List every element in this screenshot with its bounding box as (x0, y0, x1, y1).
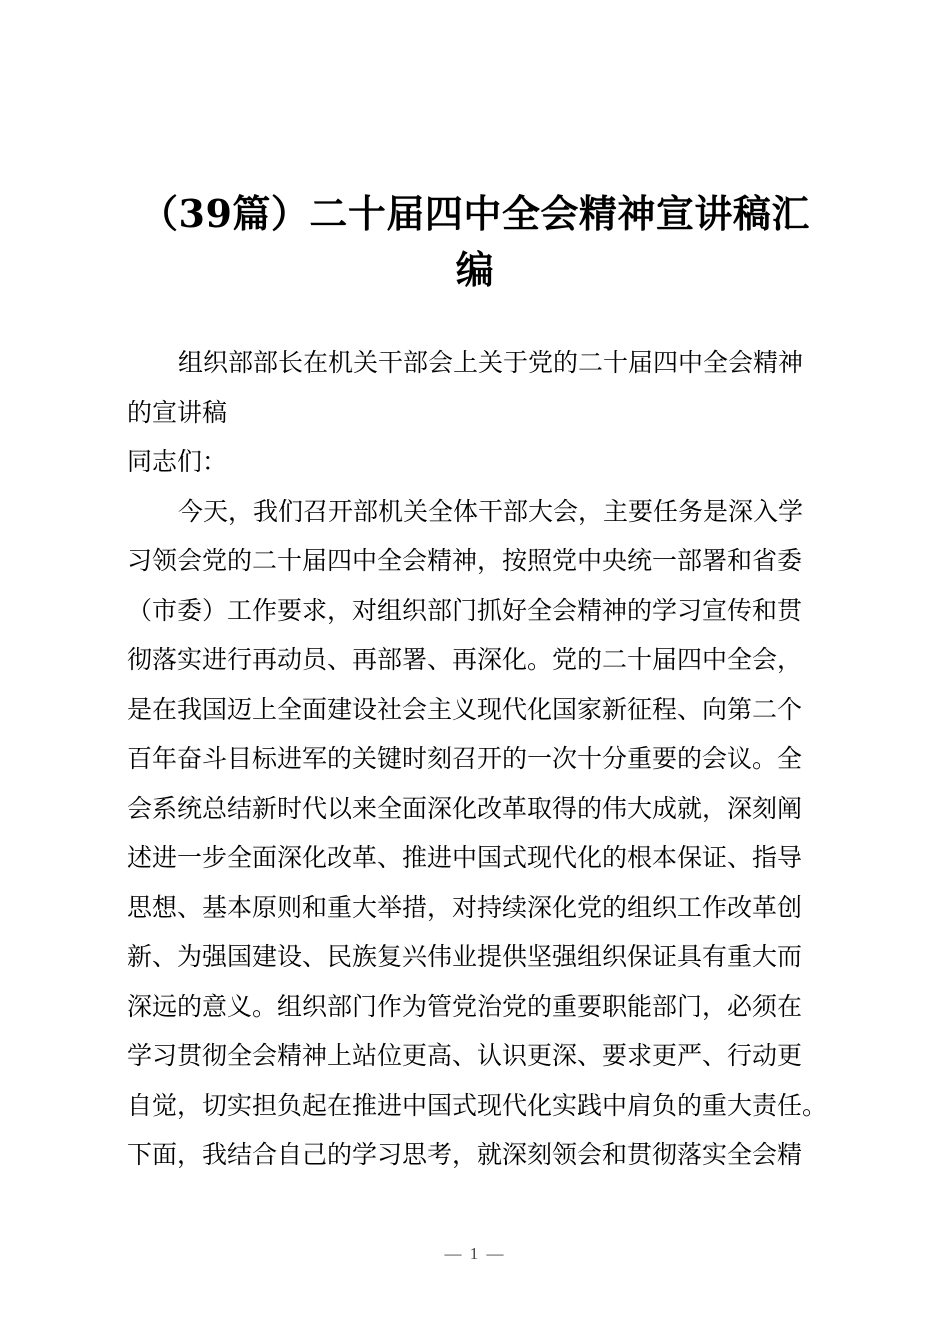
paragraph-line: 会系统总结新时代以来全面深化改革取得的伟大成就，深刻阐 (127, 793, 803, 823)
paragraph-line: 百年奋斗目标进军的关键时刻召开的一次十分重要的会议。全 (127, 744, 803, 773)
document-title (100, 186, 850, 298)
paragraph-line: 思想、基本原则和重大举措，对持续深化党的组织工作改革创 (127, 892, 803, 922)
paragraph-line: 述进一步全面深化改革、推进中国式现代化的根本保证、指导 (127, 843, 803, 872)
title-line-2: 编 (455, 247, 495, 292)
paragraph-line: 下面，我结合自己的学习思考，就深刻领会和贯彻落实全会精 (127, 1140, 803, 1169)
paragraph-line: 彻落实进行再动员、再部署、再深化。党的二十届四中全会， (127, 645, 803, 674)
paragraph-line: 学习贯彻全会精神上站位更高、认识更深、要求更严、行动更 (127, 1041, 803, 1070)
paragraph-line: 是在我国迈上全面建设社会主义现代化国家新征程、向第二个 (127, 694, 803, 724)
document-body (127, 338, 837, 1180)
subtitle-line-2: 的宣讲稿 (127, 397, 228, 427)
paragraph-line: 习领会党的二十届四中全会精神，按照党中央统一部署和省委 (127, 546, 803, 575)
paragraph-line: 自觉，切实担负起在推进中国式现代化实践中肩负的重大责任。 (127, 1090, 828, 1120)
subtitle-line-1: 组织部部长在机关干部会上关于党的二十届四中全会精神 (178, 348, 804, 377)
page-number: — 1 — (444, 1244, 506, 1263)
salutation: 同志们： (127, 447, 228, 476)
paragraph-line: 新、为强国建设、民族复兴伟业提供坚强组织保证具有重大而 (127, 942, 803, 971)
paragraph-line: 深远的意义。组织部门作为管党治党的重要职能部门，必须在 (127, 991, 803, 1021)
paragraph-line: 今天，我们召开部机关全体干部大会，主要任务是深入学 (178, 496, 804, 526)
title-line-1: （39篇）二十届四中全会精神宣讲稿汇 (140, 191, 810, 236)
paragraph-line: （市委）工作要求，对组织部门抓好全会精神的学习宣传和贯 (127, 595, 803, 625)
